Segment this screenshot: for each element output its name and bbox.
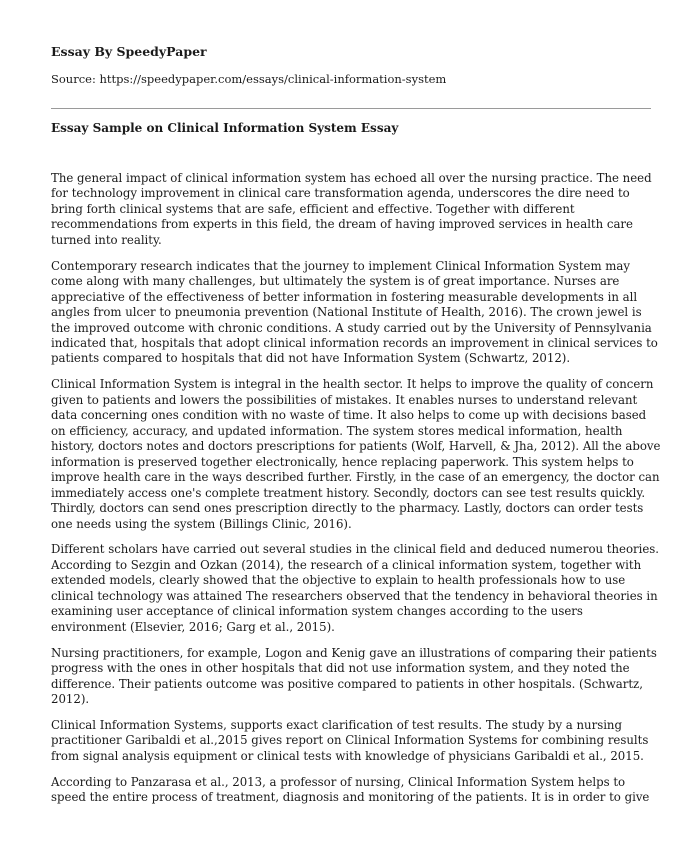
essay-paragraph-1: The general impact of clinical information system has echoed all over the nursing practice. The need for technology improvement in clinical care transformation agenda, underscores the dire need to bring forth clinical systems that are safe, efficient and effective. Together with different recommendations from experts in this field, the dream of having improved services in health care turned into reality. xyxy=(51,171,652,247)
essay-body xyxy=(51,171,661,816)
essay-paragraph-2: Contemporary research indicates that the journey to implement Clinical Information System may come along with many challenges, but ultimately the system is of great importance. Nurses are appreciative of the effectiveness of better information in fostering measurable developments in all angles from ulcer to pneumonia prevention (National Institute of Health, 2016). The crown jewel is the improved outcome with chronic conditions. A study carried out by the University of Pennsylvania indicated that, hospitals that adopt clinical information records an improvement in clinical services to patients compared to hospitals that did not have Information System (Schwartz, 2012). xyxy=(51,258,658,366)
brand-title: Essay By SpeedyPaper xyxy=(51,44,207,59)
essay-paragraph-3: Clinical Information System is integral in the health sector. It helps to improve the quality of concern given to patients and lowers the possibilities of mistakes. It enables nurses to understand relevant data concerning ones condition with no waste of time. It also helps to come up with decisions based on efficiency, accuracy, and updated information. The system stores medical information, health history, doctors notes and doctors prescriptions for patients (Wolf, Harvell, & Jha, 2012). All the above information is preserved together electronically, hence replacing paperwork. This system helps to improve health care in the ways described further. Firstly, in the case of an emergency, the doctor can immediately access one's complete treatment history. Secondly, doctors can see test results quickly. Thirdly, doctors can send ones prescription directly to the pharmacy. Lastly, doctors can order tests one needs using the system (Billings Clinic, 2016). xyxy=(51,377,661,531)
essay-paragraph-7: According to Panzarasa et al., 2013, a professor of nursing, Clinical Information System helps to speed the entire process of treatment, diagnosis and monitoring of the patients. It is in order to give xyxy=(51,774,650,805)
essay-paragraph-5: Nursing practitioners, for example, Logon and Kenig gave an illustrations of comparing their patients progress with the ones in other hospitals that did not use information system, and they noted the difference. Their patients outcome was positive compared to patients in other hospitals. (Schwartz, 2012). xyxy=(51,645,657,707)
header-divider xyxy=(51,108,651,109)
essay-paragraph-4: Different scholars have carried out several studies in the clinical field and deduced numerou theories. According to Sezgin and Ozkan (2014), the research of a clinical information system, together with extended models, clearly showed that the objective to explain to health professionals how to use clinical technology was attained The researchers observed that the tendency in behavioral theories in examining user acceptance of clinical information system changes according to the users environment (Elsevier, 2016; Garg et al., 2015). xyxy=(51,542,659,634)
essay-title: Essay Sample on Clinical Information System Essay xyxy=(51,121,399,135)
source-line: Source: https://speedypaper.com/essays/clinical-information-system xyxy=(51,72,447,86)
essay-paragraph-6: Clinical Information Systems, supports exact clarification of test results. The study by a nursing practitioner Garibaldi et al.,2015 gives report on Clinical Information Systems for combining results from signal analysis equipment or clinical tests with knowledge of physicians Garibaldi et al., 2015. xyxy=(51,718,649,763)
